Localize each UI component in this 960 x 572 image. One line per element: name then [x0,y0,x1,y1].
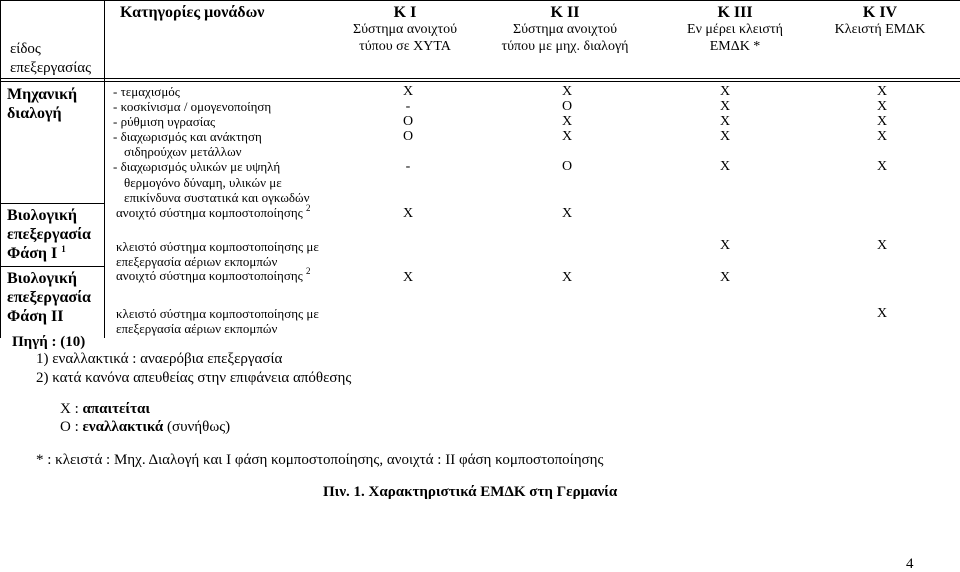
row-label-mechanical-sorting: Μηχανική διαλογή [7,86,78,122]
column-divider [104,0,105,338]
mark-k1-metals: O [402,129,414,144]
bio2-closed-system: κλειστό σύστημα κομποστοποίησης με επεξεργασία αέριων εκπομπών [116,306,319,336]
footnote-ref: 2 [306,203,311,213]
mark-k2-screening: O [561,99,573,114]
table-caption: Πιν. 1. Χαρακτηριστικά ΕΜΔΚ στη Γερμανία [323,484,618,500]
table-top-border [0,0,960,1]
header-divider [0,78,960,82]
table-left-border [0,0,1,338]
list-item: θερμογόνο δύναμη, υλικών με [124,174,282,190]
legend-x: X : απαιτείται [60,401,151,417]
mark-k2-metals: X [561,129,573,144]
list-item: - τεμαχισμός [113,84,180,99]
footnote-2: 2) κατά κανόνα απευθείας στην επιφάνεια απόθεσης [36,370,352,386]
row-divider-mech [0,203,104,204]
mark-k2-moisture: X [561,114,573,129]
row-label-bio-phase-2: Βιολογική επεξεργασία Φάση ΙΙ [7,270,91,325]
row-label-bio-phase-1: Βιολογική επεξεργασία Φάση Ι $^1$ [7,207,91,262]
header-processing-type: είδος επεξεργασίας [10,41,92,76]
mark-bio2-open-k2: X [561,270,573,285]
mark-k2-shredding: X [561,84,573,99]
source-note: Πηγή : (10) [12,334,86,350]
bio2-open-system: ανοιχτό σύστημα κομποστοποίησης $^2$ [116,266,311,283]
mark-k2-high-calorific: O [561,159,573,174]
legend-o: O : εναλλακτικά (συνήθως) [60,419,231,435]
mark-bio2-open-k1: X [402,270,414,285]
list-item: - κοσκίνισμα / ομογενοποίηση [113,99,272,115]
star-note: * : κλειστά : Μηχ. Διαλογή και Ι φάση κομποστοποίησης, ανοιχτά : ΙΙ φάση κομποστοποίησης [36,452,604,468]
row-divider-bio1 [0,266,104,267]
mark-bio1-closed-k3: X [719,238,731,253]
mark-k3-metals: X [719,129,731,144]
bio1-closed-system: κλειστό σύστημα κομποστοποίησης με επεξεργασία αέριων εκπομπών [116,239,319,269]
header-unit-categories: Κατηγορίες μονάδων [120,4,265,21]
bio1-open-system: ανοιχτό σύστημα κομποστοποίησης $^2$ [116,203,311,220]
mark-k1-shredding: X [402,84,414,99]
mark-k4-metals: X [876,129,888,144]
mark-k3-moisture: X [719,114,731,129]
list-item: επικίνδυνα συστατικά και ογκωδών [124,189,310,205]
header-k4: K IV Κλειστή ΕΜΔΚ [834,4,926,37]
mark-k1-screening: - [405,99,411,114]
list-item: - ρύθμιση υγρασίας [113,114,216,130]
mark-bio1-closed-k4: X [876,238,888,253]
mark-k4-high-calorific: X [876,159,888,174]
mechanical-items [113,84,309,205]
footnote-1: 1) εναλλακτικά : αναερόβια επεξεργασία [36,351,283,367]
mark-k1-moisture: O [402,114,414,129]
mark-bio1-open-k1: X [402,206,414,221]
mark-k1-high-calorific: - [405,159,411,174]
mark-k4-screening: X [876,99,888,114]
footnote-ref: 1 [61,244,66,254]
header-k1: K I Σύστημα ανοιχτού τύπου σε ΧΥΤΑ [352,4,458,54]
mark-bio1-open-k2: X [561,206,573,221]
list-item: - διαχωρισμός και ανάκτηση [113,129,262,145]
mark-k4-shredding: X [876,84,888,99]
mark-bio2-open-k3: X [719,270,731,285]
footnote-ref: 2 [306,266,311,276]
mark-k3-screening: X [719,99,731,114]
list-item: - διαχωρισμός υλικών με υψηλή [113,159,281,175]
header-k3: K III Εν μέρει κλειστή ΕΜΔΚ * [687,4,783,54]
mark-k4-moisture: X [876,114,888,129]
mark-bio2-closed-k4: X [876,306,888,321]
mark-k3-shredding: X [719,84,731,99]
header-k2: K II Σύστημα ανοιχτού τύπου με μηχ. διαλογή [501,4,629,54]
mark-k3-high-calorific: X [719,159,731,174]
page-number: 4 [906,556,914,572]
list-item: σιδηρούχων μετάλλων [124,144,242,160]
